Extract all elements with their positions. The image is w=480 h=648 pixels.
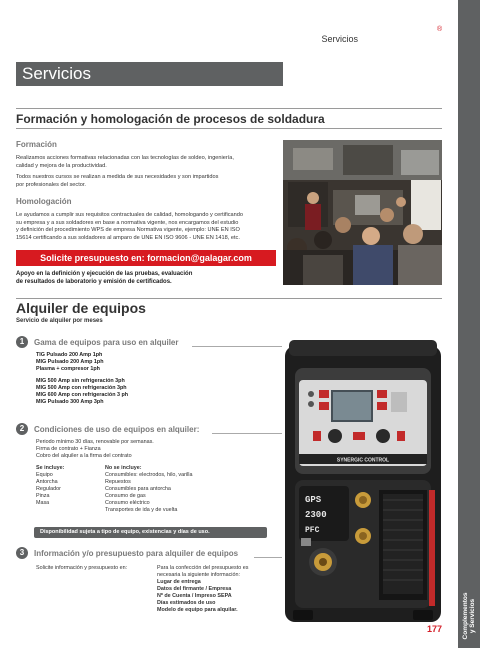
- list-item: Plasma + compresor 1ph: [36, 366, 100, 372]
- step3-title: Información y/o presupuesto para alquiler de equipos: [34, 549, 239, 558]
- includes-column: [36, 465, 64, 507]
- step3-required-info: [157, 565, 248, 614]
- list-item: MIG 600 Amp con refrigeración 3 ph: [36, 392, 129, 398]
- list-item: Consumibles: electrodos, hilo, varilla: [105, 472, 193, 478]
- text-line: Realizamos acciones formativas relacionadas con las tecnologías de soldeo, ingeniería,: [16, 155, 234, 161]
- list-item: MIG Pulsado 200 Amp 1ph: [36, 359, 104, 365]
- homologacion-paragraph: [16, 212, 243, 242]
- list-item: Nº de Cuenta / Impreso SEPA: [157, 593, 232, 599]
- equipment-list-2: [36, 378, 128, 406]
- step3-rule: [254, 557, 282, 558]
- section-divider: [16, 128, 442, 129]
- side-tab-strip: [458, 0, 480, 648]
- list-item: Consumibles para antorcha: [105, 486, 171, 492]
- step-number-2: 2: [16, 423, 28, 435]
- text-line: Todos nuestros cursos se realizan a medida de sus necesidades y son impartidos: [16, 174, 219, 180]
- step3-request-label: Solicite información y presupuesto en:: [36, 565, 128, 571]
- alquiler-heading: Alquiler de equipos: [16, 300, 146, 316]
- list-item: MIG 500 Amp con refrigeración 3ph: [36, 385, 127, 391]
- text-line: por profesionales del sector.: [16, 181, 86, 188]
- list-item: Consumo eléctrico: [105, 500, 150, 506]
- training-photo: [283, 140, 442, 285]
- step2-rule: [212, 433, 282, 434]
- side-tab-label: [460, 586, 478, 646]
- list-item: Equipo: [36, 472, 53, 478]
- equipment-list-1: [36, 352, 104, 373]
- list-item: Lugar de entrega: [157, 579, 201, 585]
- text-line: Apoyo en la definición y ejecución de las pruebas, evaluación: [16, 271, 193, 277]
- list-item: MIG Pulsado 300 Amp 3ph: [36, 399, 104, 405]
- header-section-label: Servicios: [321, 34, 358, 44]
- homologacion-subheading: Homologación: [16, 197, 72, 206]
- text-line: Periodo mínimo 30 días, renovable por semanas.: [36, 439, 154, 445]
- side-tab-line1: Complementos: [462, 592, 469, 640]
- machine-model-number: 2300: [305, 510, 327, 520]
- step2-title: Condiciones de uso de equipos en alquiler:: [34, 425, 200, 434]
- section-divider: [16, 108, 442, 109]
- machine-model: GPS: [305, 495, 322, 505]
- includes-label: Se incluye:: [36, 465, 65, 471]
- list-item: MIG 500 Amp sin refrigeración 3ph: [36, 378, 125, 384]
- excludes-column: [105, 465, 193, 514]
- synergic-control-label: SYNERGIC CONTROL: [336, 457, 390, 464]
- list-item: TIG Pulsado 200 Amp 1ph: [36, 352, 103, 358]
- text-line: 15614 certificando a sus soldadores al amparo de UNE EN ISO 9606 - UNE EN 1418, etc.: [16, 234, 240, 241]
- text-line: calidad y mejora de la productividad.: [16, 162, 107, 169]
- list-item: Transportes de ida y de vuelta: [105, 507, 178, 513]
- list-item: Repuestos: [105, 479, 131, 485]
- conditions-list: [36, 439, 154, 460]
- list-item: Antorcha: [36, 479, 58, 485]
- list-item: Consumo de gas: [105, 493, 146, 499]
- section-divider: [16, 298, 442, 299]
- list-item: Días estimados de uso: [157, 600, 216, 606]
- list-item: Pinza: [36, 493, 50, 499]
- list-item: Modelo de equipo para alquilar.: [157, 607, 238, 613]
- availability-note: Disponibilidad sujeta a tipo de equipo, existencias y días de uso.: [34, 527, 267, 538]
- text-line: su empresa y a sus soldadores en base a normativa vigente, nos encargamos del estudio: [16, 219, 239, 226]
- list-item: Datos del firmante / Empresa: [157, 586, 232, 592]
- formacion-heading: Formación y homologación de procesos de soldadura: [16, 112, 325, 126]
- text-line: Cobro del alquiler a la firma del contrato: [36, 453, 132, 459]
- welding-machine-image: [283, 340, 443, 622]
- formacion-paragraph-2: [16, 174, 218, 189]
- text-line: de resultados de laboratorio y emisión de certificados.: [16, 279, 172, 285]
- side-tab-line2: y Servicios: [469, 598, 476, 634]
- excludes-label: No se incluye:: [105, 465, 142, 471]
- formacion-paragraph-1: [16, 155, 234, 170]
- text-line: necesaria la siguiente información:: [157, 572, 241, 578]
- page-title: Servicios: [16, 62, 283, 86]
- machine-model-suffix: PFC: [305, 526, 320, 535]
- formacion-contact-banner[interactable]: Solicite presupuesto en: formacion@galagar.com: [16, 250, 276, 266]
- step1-title: Gama de equipos para uso en alquiler: [34, 338, 179, 347]
- list-item: Regulador: [36, 486, 61, 492]
- text-line: Firma de contrato + Fianza: [36, 446, 101, 452]
- formacion-subheading: Formación: [16, 140, 57, 149]
- step-number-1: 1: [16, 336, 28, 348]
- text-line: y definición del procedimiento WPS de empresa Normativa vigente, ejemplo: UNE EN ISO: [16, 227, 240, 233]
- text-line: Para la confección del presupuesto es: [157, 565, 249, 571]
- registered-mark: ®: [437, 26, 443, 33]
- alquiler-subheading: Servicio de alquiler por meses: [16, 318, 103, 324]
- page-number: 177: [427, 624, 443, 634]
- step-number-3: 3: [16, 547, 28, 559]
- formacion-note: [16, 270, 192, 286]
- list-item: Masa: [36, 500, 50, 506]
- step1-rule: [192, 346, 282, 347]
- text-line: Le ayudamos a cumplir sus requisitos contractuales de calidad, homologando y certificando: [16, 212, 243, 218]
